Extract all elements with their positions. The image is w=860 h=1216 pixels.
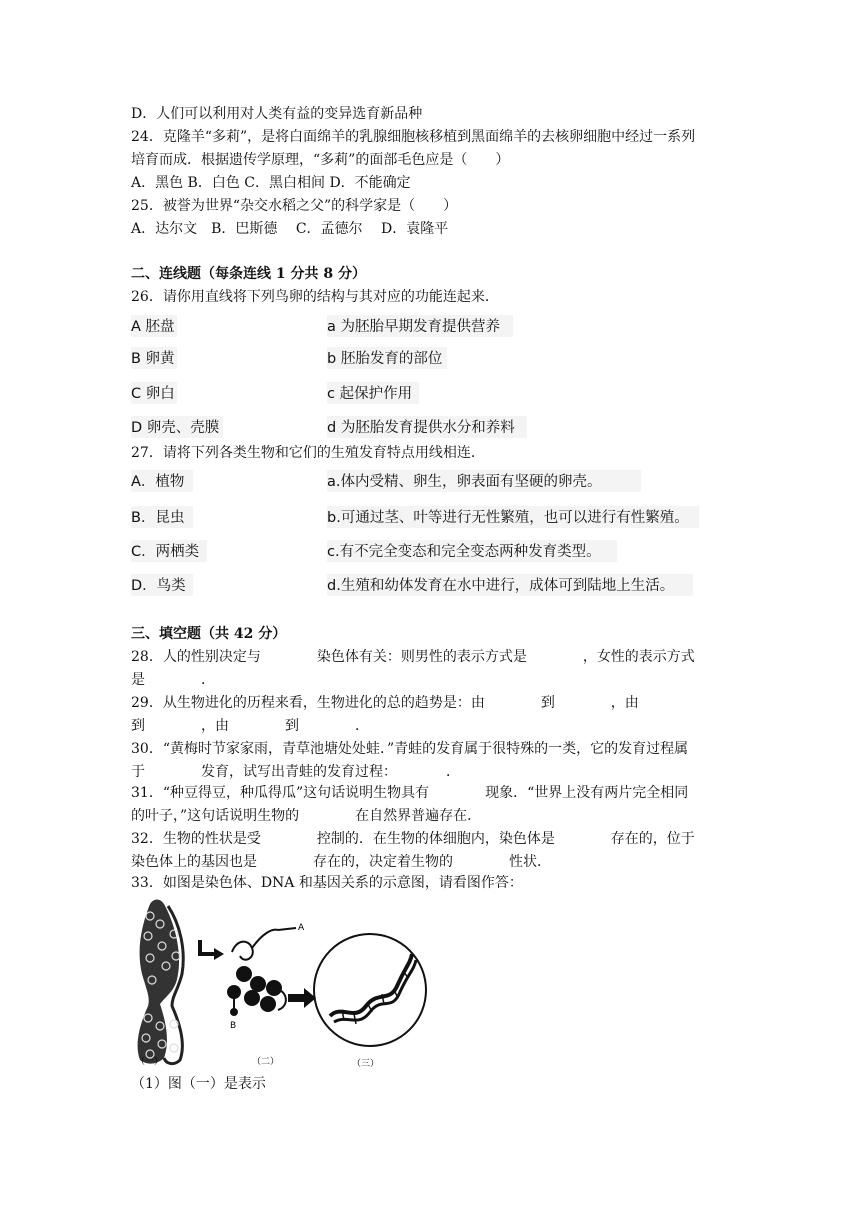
question-24-line-2: 培育而成．根据遗传学原理，“多莉”的面部毛色应是（ ） [131,152,510,168]
question-26-prompt: 26．请你用直线将下列鸟卵的结构与其对应的功能连起来． [131,289,499,305]
q27-row-2 [131,505,701,531]
q27-left-item: C．两栖类 [131,544,200,560]
q27-left-item: A．植物 [131,474,185,490]
q26-row-4 [131,415,531,441]
caption-three: （三） [352,1059,380,1069]
q26-row-2 [131,346,531,372]
q27-right-item: d.生殖和幼体发育在水中进行，成体可到陆地上生活。 [327,578,675,594]
dna-helix-drawing [314,934,426,1046]
question-28-line-1: 28．人的性别决定与 染色体有关：则男性的表示方式是 ，女性的表示方式 [131,649,695,665]
question-30-line-1: 30．“黄梅时节家家雨，青草池塘处处蛙．”青蛙的发育属于很特殊的一类，它的发育过程属 [131,741,689,757]
chromosome-dna-gene-figure [128,894,448,1070]
q27-row-4 [131,573,701,599]
section-2-heading: 二、连线题（每条连线 1 分共 8 分） [131,266,366,282]
question-31-line-1: 31．“种豆得豆，种瓜得瓜”这句话说明生物具有 现象．“世界上没有两片完全相同 [131,785,689,801]
question-30-line-2: 于 发育，试写出青蛙的发育过程： ． [131,764,460,780]
question-31-line-2: 的叶子，”这句话说明生物的 在自然界普遍存在． [131,808,482,824]
question-32-line-2: 染色体上的基因也是 存在的，决定着生物的 性状． [131,854,551,870]
q26-right-item: d 为胚胎发育提供水分和养料 [327,420,515,436]
q26-left-item: D 卵壳、壳膜 [131,420,220,436]
q26-left-item: C 卵白 [131,386,175,402]
q27-right-item: a.体内受精、卵生，卵表面有坚硬的卵壳。 [327,474,602,490]
q26-right-item: a 为胚胎早期发育提供营养 [327,319,500,335]
question-28-line-2: 是 ． [131,672,215,688]
question-29-line-2: 到 ，由 到 ． [131,718,369,734]
question-33-part-1: （1）图（一）是表示 [131,1076,266,1092]
question-33-prompt: 33．如图是染色体、DNA 和基因关系的示意图，请看图作答： [131,875,523,891]
section-3-heading: 三、填空题（共 42 分） [131,626,287,642]
q27-left-item: D．鸟类 [131,578,186,594]
dna-coil-drawing [228,928,296,1015]
q26-left-item: A 胚盘 [131,319,175,335]
question-25-line: 25．被誉为世界“杂交水稻之父”的科学家是（ ） [131,198,458,214]
q26-left-item: B 卵黄 [131,351,175,367]
q27-right-item: b.可通过茎、叶等进行无性繁殖，也可以进行有性繁殖。 [327,510,689,526]
question-29-line-1: 29．从生物进化的历程来看，生物进化的总的趋势是：由 到 ，由 [131,695,639,711]
caption-one: （一） [136,1057,164,1067]
option-d-line: D．人们可以利用对人类有益的变异选育新品种 [131,106,423,122]
q26-right-item: b 胚胎发育的部位 [327,351,443,367]
q26-row-3 [131,381,531,407]
question-32-line-1: 32．生物的性状是受 控制的．在生物的体细胞内，染色体是 存在的，位于 [131,831,695,847]
q26-right-item: c 起保护作用 [327,386,413,402]
question-24-line-1: 24．克隆羊“多莉”，是将白面绵羊的乳腺细胞核移植到黑面绵羊的去核卵细胞中经过一系列 [131,129,696,145]
question-27-prompt: 27．请将下列各类生物和它们的生殖发育特点用线相连． [131,445,485,461]
q27-right-item: c.有不完全变态和完全变态两种发育类型。 [327,544,601,560]
question-24-options: A．黑色 B．白色 C．黑白相间 D．不能确定 [131,175,411,191]
q27-left-item: B．昆虫 [131,510,185,526]
q26-row-1 [131,314,531,340]
caption-two: （二） [252,1057,280,1067]
label-a: A [298,923,305,933]
label-b: B [230,1021,237,1031]
q27-row-3 [131,539,701,565]
question-25-options: A．达尔文 B．巴斯德 C．孟德尔 D．袁隆平 [131,221,449,237]
chromosome-drawing [138,900,184,1064]
q27-row-1 [131,469,701,495]
